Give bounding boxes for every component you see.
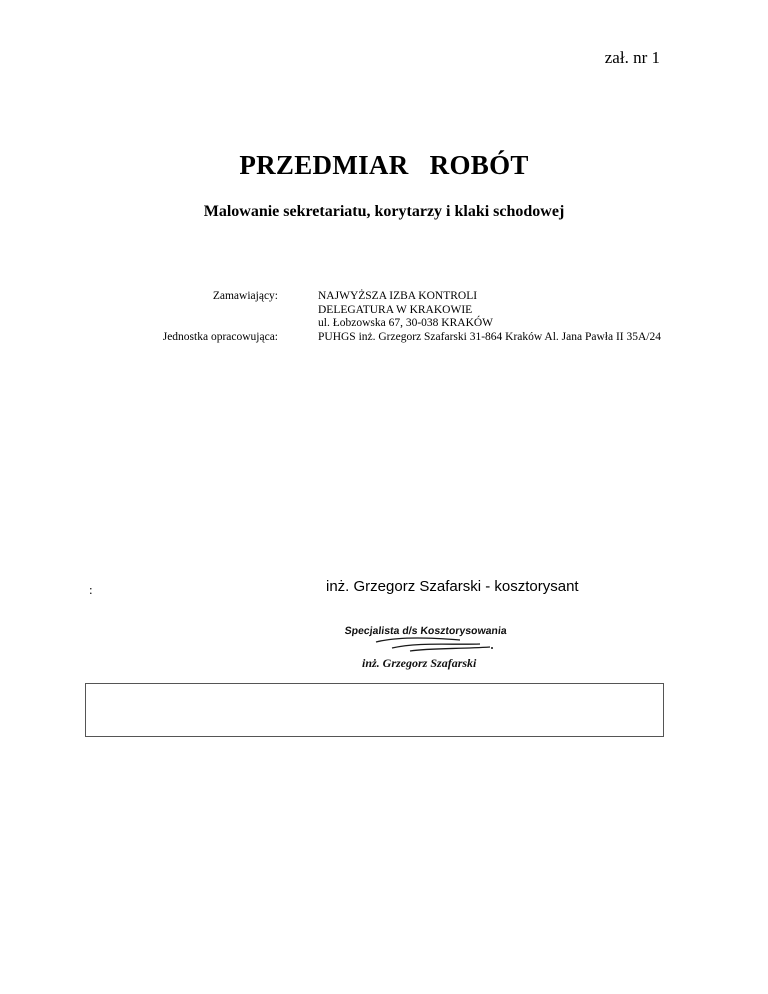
author-name: inż. Grzegorz Szafarski - kosztorysant [326, 578, 579, 595]
details-values [318, 290, 663, 344]
ordering-party-line: DELEGATURA W KRAKOWIE [318, 303, 473, 316]
ordering-party-line: NAJWYŻSZA IZBA KONTROLI [318, 290, 478, 302]
stamp-title-text: Specjalista d/s Kosztorysowania [344, 625, 508, 637]
document-title: PRZEDMIAR ROBÓT [239, 150, 529, 180]
stamp-name-text: inż. Grzegorz Szafarski [362, 656, 477, 670]
notes-box [85, 683, 664, 737]
attachment-number: zał. nr 1 [604, 48, 660, 67]
signature-stamp [340, 618, 510, 674]
ordering-party-line: ul. Łobzowska 67, 30-038 KRAKÓW [318, 317, 494, 330]
signature-colon: : [89, 582, 93, 597]
signature-scribble [376, 638, 490, 651]
signature-dot [491, 647, 493, 649]
preparing-unit-label: Jednostka opracowująca: [162, 331, 278, 343]
document-subtitle: Malowanie sekretariatu, korytarzy i klaki schodowej [203, 203, 565, 220]
ordering-party-label: Zamawiający: [212, 290, 278, 302]
preparing-unit-value: PUHGS inż. Grzegorz Szafarski 31-864 Kraków Al. Jana Pawła II 35A/24 [318, 330, 662, 343]
